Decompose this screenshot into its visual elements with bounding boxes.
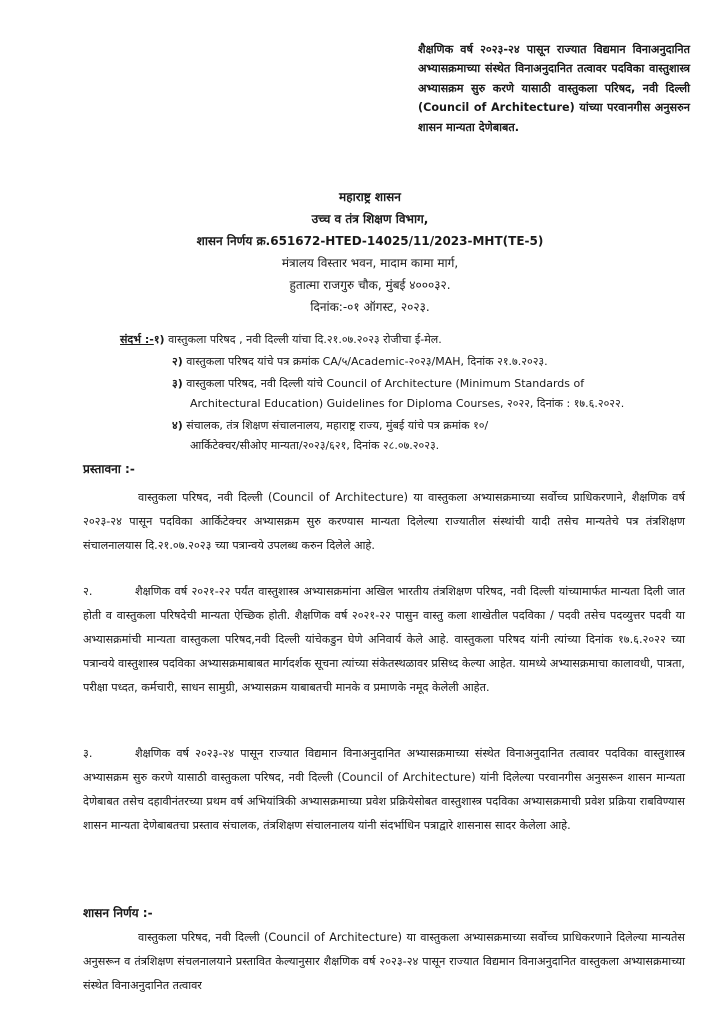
preamble-paragraph-2: २. शैक्षणिक वर्ष २०२१-२२ पर्यंत वास्तुशास्त्र अभ्यासक्रमांना अखिल भारतीय तंत्रशिक्षण परिषद, नवी दिल्ली यांच्यामार्फत मान्यता दिली जात होती व वास्तुकला परिषदेची मान्यता ऐच्छिक होती. शैक्षणिक वर्ष २०२१-२२ पासुन वास्तु कला शाखेतील पदविका / पदवी तसेच पदव्युत्तर पदवी या अभ्यासक्रमांची मान्यता वास्तुकला परिषद,नवी दिल्ली यांचेकडुन घेणे अनिवार्य केले आहे. वास्तुकला परिषद यांनी त्यांच्या दिनांक १७.६.२०२२ च्या पत्रान्वये वास्तुशास्त्र पदविका अभ्यासक्रमाबाबत मार्गदर्शक सूचना त्यांच्या संकेतस्थळावर प्रसिध्द केल्या आहेत. यामध्ये अभ्यासक्रमाचा कालावधी, पात्रता, परीक्षा पध्दत, कर्मचारी, साधन सामुग्री, अभ्यासक्रम याबाबतची मानके व प्रमाणके नमूद केलेली आहेत. — [83, 585, 685, 694]
address-line-2: हुतात्मा राजगुरु चौक, मुंबई ४०००३२. — [289, 278, 451, 292]
preamble-paragraph-1: वास्तुकला परिषद, नवी दिल्ली (Council of Architecture) या वास्तुकला अभ्यासक्रमाच्या सर्वोच्च प्राधिकरणाने, शैक्षणिक वर्ष २०२३-२४ पासून पदविका आर्किटेक्चर अभ्यासक्रम सुरु करण्यास मान्यता दिलेल्या राज्यातील संस्थांची यादी तसेच मान्यतेचे पत्र तंत्रशिक्षण संचालनालयास दि.२१.०७.२०२३ च्या पत्रान्वये उपलब्ध करुन दिलेले आहे. — [83, 491, 685, 552]
issuer-header — [190, 186, 550, 318]
reference-3: ३) वास्तुकला परिषद, नवी दिल्ली यांचे Council of Architecture (Minimum Standards of Architectural Education) Guidelines for Diploma Courses, २०२२, दिनांक : १७.६.२०२२. — [172, 377, 625, 410]
gr-date: दिनांक:-०१ ऑगस्ट, २०२३. — [310, 300, 430, 314]
subject-block: शैक्षणिक वर्ष २०२३-२४ पासून राज्यात विद्यमान विनाअनुदानित अभ्यासक्रमाच्या संस्थेत विनाअनुदानित तत्वावर पदविका वास्तुशास्त्र अभ्यासक्रम सुरु करणे यासाठी वास्तुकला परिषद, नवी दिल्ली (Council of Architecture) यांच्या परवानगीस अनुसरुन शासन मान्यता देणेबाबत. — [418, 43, 690, 134]
department-name: उच्च व तंत्र शिक्षण विभाग, — [311, 212, 429, 226]
decision-paragraph-1: वास्तुकला परिषद, नवी दिल्ली (Council of Architecture) या वास्तुकला अभ्यासक्रमाच्या सर्वोच्च प्राधिकरणाने दिलेल्या मान्यतेस अनुसरून व तंत्रशिक्षण संचलनालयाने प्रस्तावित केल्यानुसार शैक्षणिक वर्ष २०२३-२४ पासून राज्यात विद्यमान विनाअनुदानित वास्तुकला अभ्यासक्रमाच्या संस्थेत विनाअनुदानित तत्वावर — [83, 931, 685, 992]
government-name: महाराष्ट्र शासन — [339, 190, 401, 204]
reference-1: संदर्भ :-१) वास्तुकला परिषद , नवी दिल्ली यांचा दि.२१.०७.२०२३ रोजीचा ई-मेल. — [120, 333, 442, 346]
reference-2: २) वास्तुकला परिषद यांचे पत्र क्रमांक CA/५/Academic-२०२३/MAH, दिनांक २१.७.२०२३. — [172, 355, 548, 368]
preamble-heading: प्रस्तावना :- — [83, 462, 135, 476]
gr-number: शासन निर्णय क्र.651672-HTED-14025/11/2023-MHT(TE-5) — [196, 234, 544, 248]
decision-heading: शासन निर्णय :- — [83, 906, 153, 920]
reference-4: ४) संचालक, तंत्र शिक्षण संचालनालय, महाराष्ट्र राज्य, मुंबई यांचे पत्र क्रमांक १०/ आर्किटेक्चर/सीओए मान्यता/२०२३/६२१, दिनांक २८.०७.२०२३. — [172, 419, 489, 452]
preamble-paragraph-3: ३. शैक्षणिक वर्ष २०२३-२४ पासून राज्यात विद्यमान विनाअनुदानित अभ्यासक्रमाच्या संस्थेत विनाअनुदानित तत्वावर पदविका वास्तुशास्त्र अभ्यासक्रम सुरु करणे यासाठी वास्तुकला परिषद, नवी दिल्ली (Council of Architecture) यांनी दिलेल्या परवानगीस अनुसरून शासन मान्यता देणेबाबत तसेच दहावीनंतरच्या प्रथम वर्ष अभियांत्रिकी अभ्यासक्रमाच्या प्रवेश प्रक्रियेसोबत वास्तुशास्त्र पदविका अभ्यासक्रमाची प्रवेश प्रक्रिया राबविण्यास शासन मान्यता देणेबाबतचा प्रस्ताव संचालक, तंत्रशिक्षण संचालनालय यांनी संदर्भाधिन पत्राद्वारे शासनास सादर केलेला आहे. — [83, 747, 685, 832]
references-label: संदर्भ :- — [120, 333, 154, 346]
address-line-1: मंत्रालय विस्तार भवन, मादाम कामा मार्ग, — [281, 256, 459, 270]
